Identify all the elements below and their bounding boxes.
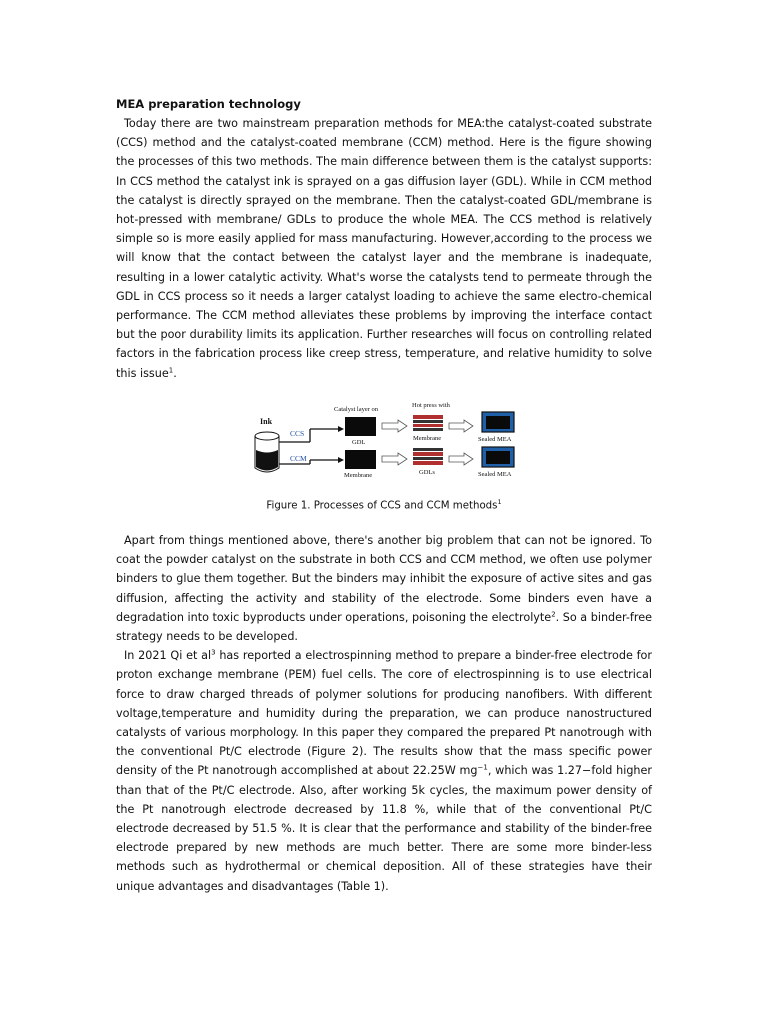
process-diagram xyxy=(250,398,522,482)
gdl-block xyxy=(345,417,376,436)
process-figure xyxy=(250,398,522,482)
electrospinning-text: has reported a electrospinning method to prepare a binder-free electrode for proton exchange membrane (PEM) fuel cells. The core of electrospinning is to use electrical force to draw charged threads of polymer solutions for producing nanofibers. With different voltage,temperature and humidity during the preparation, we can produce nanostructured catalysts of various morphology. In this paper they compared the prepared Pt nanotrough with the conventional Pt/C electrode (Figure 2). The results show that the mass specific power density of the Pt nanotrough accomplished at about 22.25W mg xyxy=(116,649,653,778)
membrane-stack-icon xyxy=(413,415,443,431)
electrospinning-intro: In 2021 Qi et al xyxy=(124,649,212,663)
caption-ref: 1 xyxy=(497,498,502,506)
binders-text-end: . So a binder-free strategy needs to be developed. xyxy=(116,610,652,644)
hollow-arrow-icon xyxy=(382,420,407,465)
hollow-arrow-2-icon xyxy=(449,420,473,465)
paragraph-binders xyxy=(116,531,652,646)
paragraph-electrospinning xyxy=(116,646,652,896)
binder-free-section xyxy=(116,531,652,896)
figure-caption xyxy=(116,494,652,514)
unit-superscript: −1 xyxy=(477,763,488,772)
citation-ref-3: 3 xyxy=(211,648,216,657)
ccs-label: CCS xyxy=(290,429,305,438)
sealed-mea-bottom-core xyxy=(486,451,510,464)
paragraph-end: . xyxy=(173,366,177,380)
ink-label: Ink xyxy=(260,417,273,426)
sealed-mea-top-label: Sealed MEA xyxy=(478,436,512,443)
membrane-bottom-label: Membrane xyxy=(344,472,373,479)
ccm-arrow-icon xyxy=(338,457,344,463)
gdls-stack-icon xyxy=(413,448,443,465)
hot-press-with-label: Hot press with xyxy=(412,402,450,409)
paragraph-mea-methods xyxy=(116,114,652,383)
section-heading: MEA preparation technology xyxy=(116,97,301,111)
binders-text: Apart from things mentioned above, there's another big problem that can not be ignored. To coat the powder catalyst on the substrate in both CCS and CCM method, we often use polymer binders to glue them together. But the binders may inhibit the exposure of active sites and gas diffusion, affecting the activity and stability of the electrode. Some binders even have a degradation into toxic byproducts under operations, poisoning the electrolyte xyxy=(116,534,652,624)
beaker-icon xyxy=(255,432,279,472)
sealed-mea-top-core xyxy=(486,416,510,429)
catalyst-layer-on-label: Catalyst layer on xyxy=(334,406,379,413)
gdls-label: GDLs xyxy=(419,469,435,476)
ccs-arrow-icon xyxy=(338,426,344,432)
membrane-top-label: Membrane xyxy=(413,435,442,442)
gdl-label: GDL xyxy=(352,439,366,446)
caption-text: Figure 1. Processes of CCS and CCM methods xyxy=(266,500,498,512)
document-page xyxy=(116,95,652,383)
electrospinning-text-end: , which was 1.27−fold higher than that of the Pt/C electrode. Also, after working 5k cycles, the maximum power density of the Pt nanotrough electrode decreased by 11.8 %, while that of the conventional Pt/C electrode decreased by 51.5 %. It is clear that the performance and stability of the binder-free electrode prepared by new methods are much better. There are some more binder-less methods such as hydrothermal or chemical deposition. All of these strategies have their unique advantages and disadvantages (Table 1). xyxy=(116,764,653,893)
ccm-label: CCM xyxy=(290,454,307,463)
sealed-mea-bottom-label: Sealed MEA xyxy=(478,471,512,478)
citation-ref-2: 2 xyxy=(551,610,556,619)
membrane-block xyxy=(345,450,376,469)
paragraph-text: Today there are two mainstream preparation methods for MEA:the catalyst-coated substrate (CCS) method and the catalyst-coated membrane (CCM) method. Here is the figure showing the processes of this two methods. The main difference between them is the catalyst supports: In CCS method the catalyst ink is sprayed on a gas diffusion layer (GDL). While in CCM method the catalyst is directly sprayed on the membrane. Then the catalyst-coated GDL/membrane is hot-pressed with membrane/ GDLs to produce the whole MEA. The CCS method is relatively simple so is more easily applied for mass manufacturing. However,according to the process we will know that the contact between the catalyst layer and the membrane is inadequate, resulting in a lower catalytic activity. What's worse the catalysts tend to permeate through the GDL in CCS process so it needs a larger catalyst loading to achieve the same electro-chemical performance. The CCM method alleviates these problems by improving the interface contact but the poor durability limits its application. Further researches will focus on controlling related factors in the fabrication process like creep stress, temperature, and relative humidity to solve this issue xyxy=(116,117,652,380)
citation-ref: 1 xyxy=(168,365,174,374)
